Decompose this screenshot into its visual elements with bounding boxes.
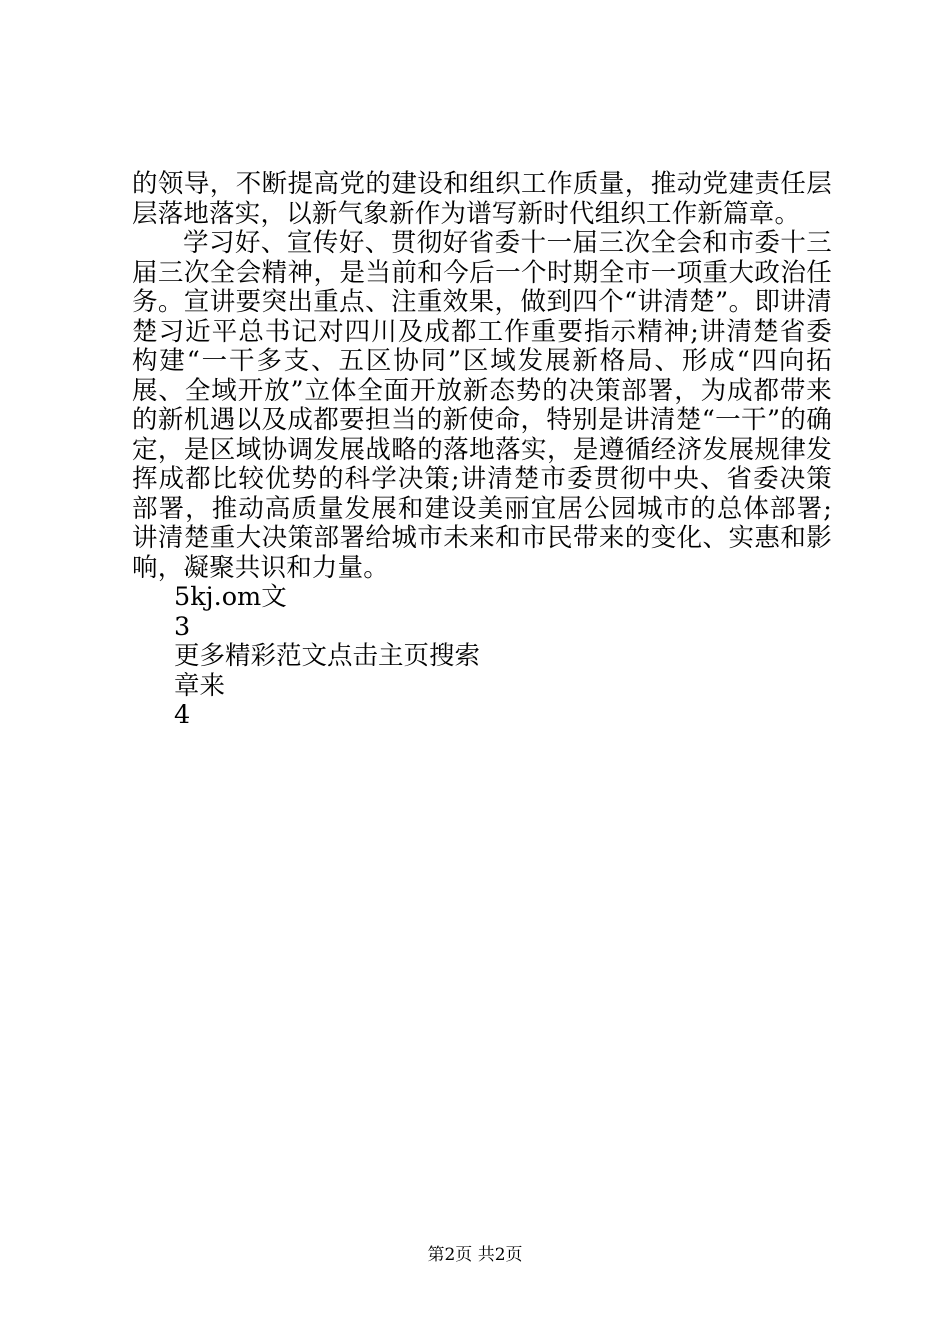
fragment-line: 4 — [174, 700, 191, 730]
text-fragments — [132, 583, 832, 731]
fragment-line: 5kj.om文 — [174, 582, 287, 612]
paragraph-2: 学习好、宣传好、贯彻好省委十一届三次全会和市委十三届三次全会精神，是当前和今后一个时期全市一项重大政治任务。宣讲要突出重点、注重效果，做到四个“讲清楚”。即讲清楚习近平总书记对四川及成都工作重要指示精神;讲清楚省委构建“一干多支、五区协同”区域发展新格局、形成“四向拓展、全域开放”立体全面开放新态势的决策部署，为成都带来的新机遇以及成都要担当的新使命，特别是讲清楚“一干”的确定，是区域协调发展战略的落地落实，是遵循经济发展规律发挥成都比较优势的科学决策;讲清楚市委贯彻中央、省委决策部署，推动高质量发展和建设美丽宜居公园城市的总体部署;讲清楚重大决策部署给城市未来和市民带来的变化、实惠和影响，凝聚共识和力量。 — [132, 228, 832, 583]
document-body — [132, 170, 832, 731]
fragment-line: 更多精彩范文点击主页搜索 — [174, 641, 481, 671]
page-footer: 第2页 共2页 — [427, 1245, 523, 1265]
fragment-line: 章来 — [174, 670, 226, 701]
fragment-line: 3 — [174, 611, 191, 642]
paragraph-1: 的领导，不断提高党的建设和组织工作质量，推动党建责任层层落地落实，以新气象新作为谱写新时代组织工作新篇章。 — [132, 169, 832, 229]
